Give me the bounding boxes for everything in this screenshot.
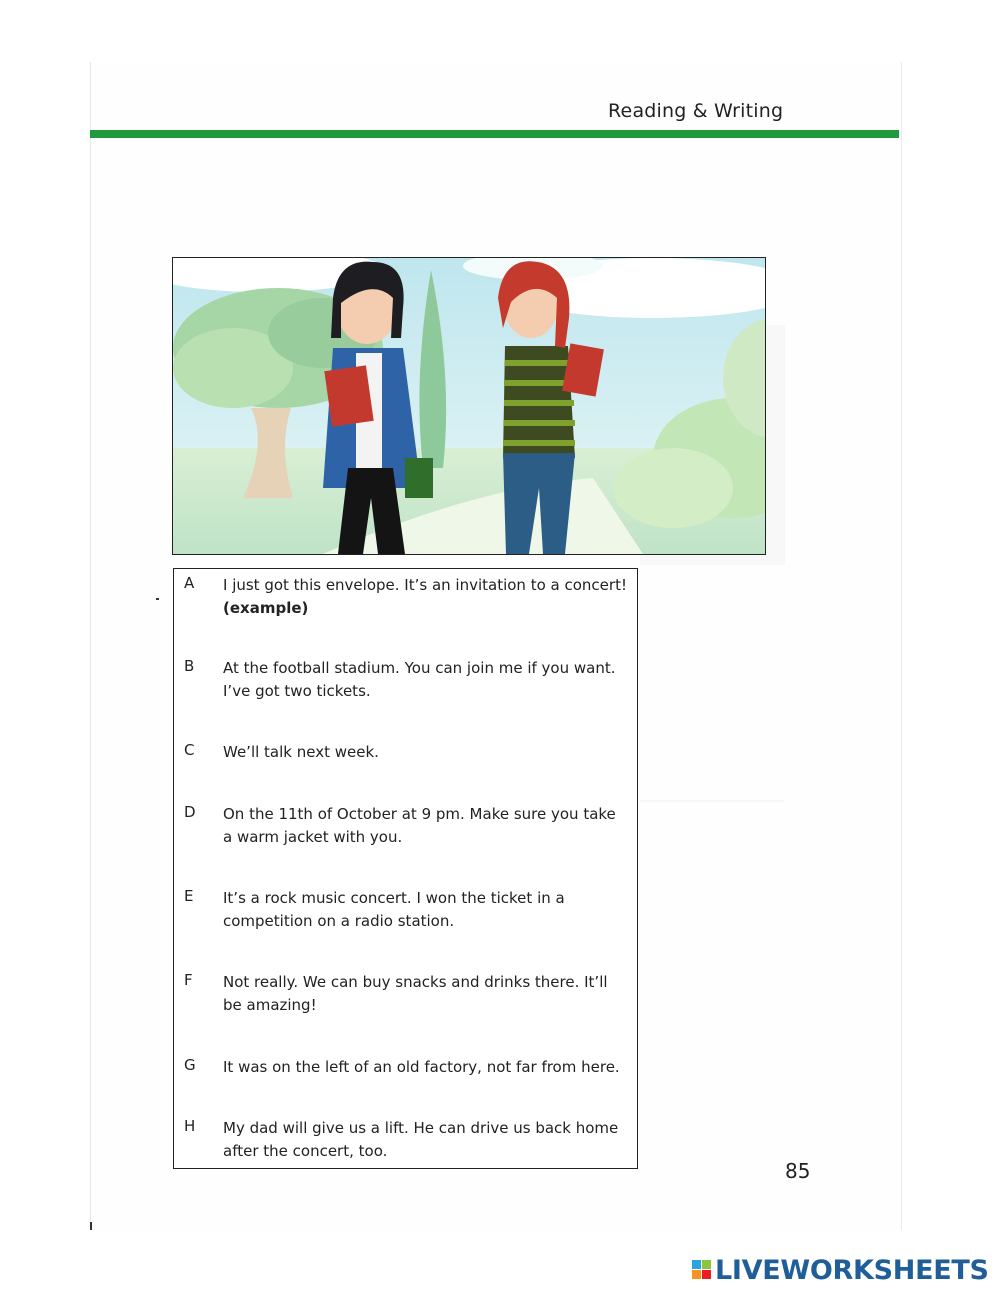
liveworksheets-logo-icon [692,1258,712,1282]
brand-name: LIVEWORKSHEETS [715,1254,989,1286]
scan-speck [90,1222,92,1230]
option-text: At the football stadium. You can join me if you want. I’ve got two tickets. [223,659,616,700]
liveworksheets-logo[interactable] [692,1253,989,1287]
option-sentence: I just got this envelope. It’s an invitation to a concert! [223,576,627,594]
option-text: We’ll talk next week. [223,743,379,761]
option-letter: A [184,574,195,592]
answer-options-box [173,568,638,1169]
option-text: Not really. We can buy snacks and drinks there. It’ll be amazing! [223,973,608,1014]
example-label: (example) [223,599,309,617]
option-letter: E [184,887,194,905]
show-through-line [640,800,785,802]
header-rule [90,130,899,138]
option-letter: C [184,741,195,759]
option-text: It was on the left of an old factory, not far from here. [223,1058,620,1076]
two-girls-in-park-illustration [172,257,766,555]
section-title: Reading & Writing [608,100,784,122]
option-letter: D [184,803,196,821]
option-letter: H [184,1117,196,1135]
option-text: My dad will give us a lift. He can drive us back home after the concert, too. [223,1119,619,1160]
scan-speck [156,598,159,600]
option-text [223,574,628,620]
page-number: 85 [785,1159,811,1183]
option-letter: G [184,1056,196,1074]
option-text: It’s a rock music concert. I won the ticket in a competition on a radio station. [223,889,565,930]
option-text: On the 11th of October at 9 pm. Make sure you take a warm jacket with you. [223,805,616,846]
park-scene-art [173,258,765,554]
option-letter: F [184,971,193,989]
option-letter: B [184,657,195,675]
